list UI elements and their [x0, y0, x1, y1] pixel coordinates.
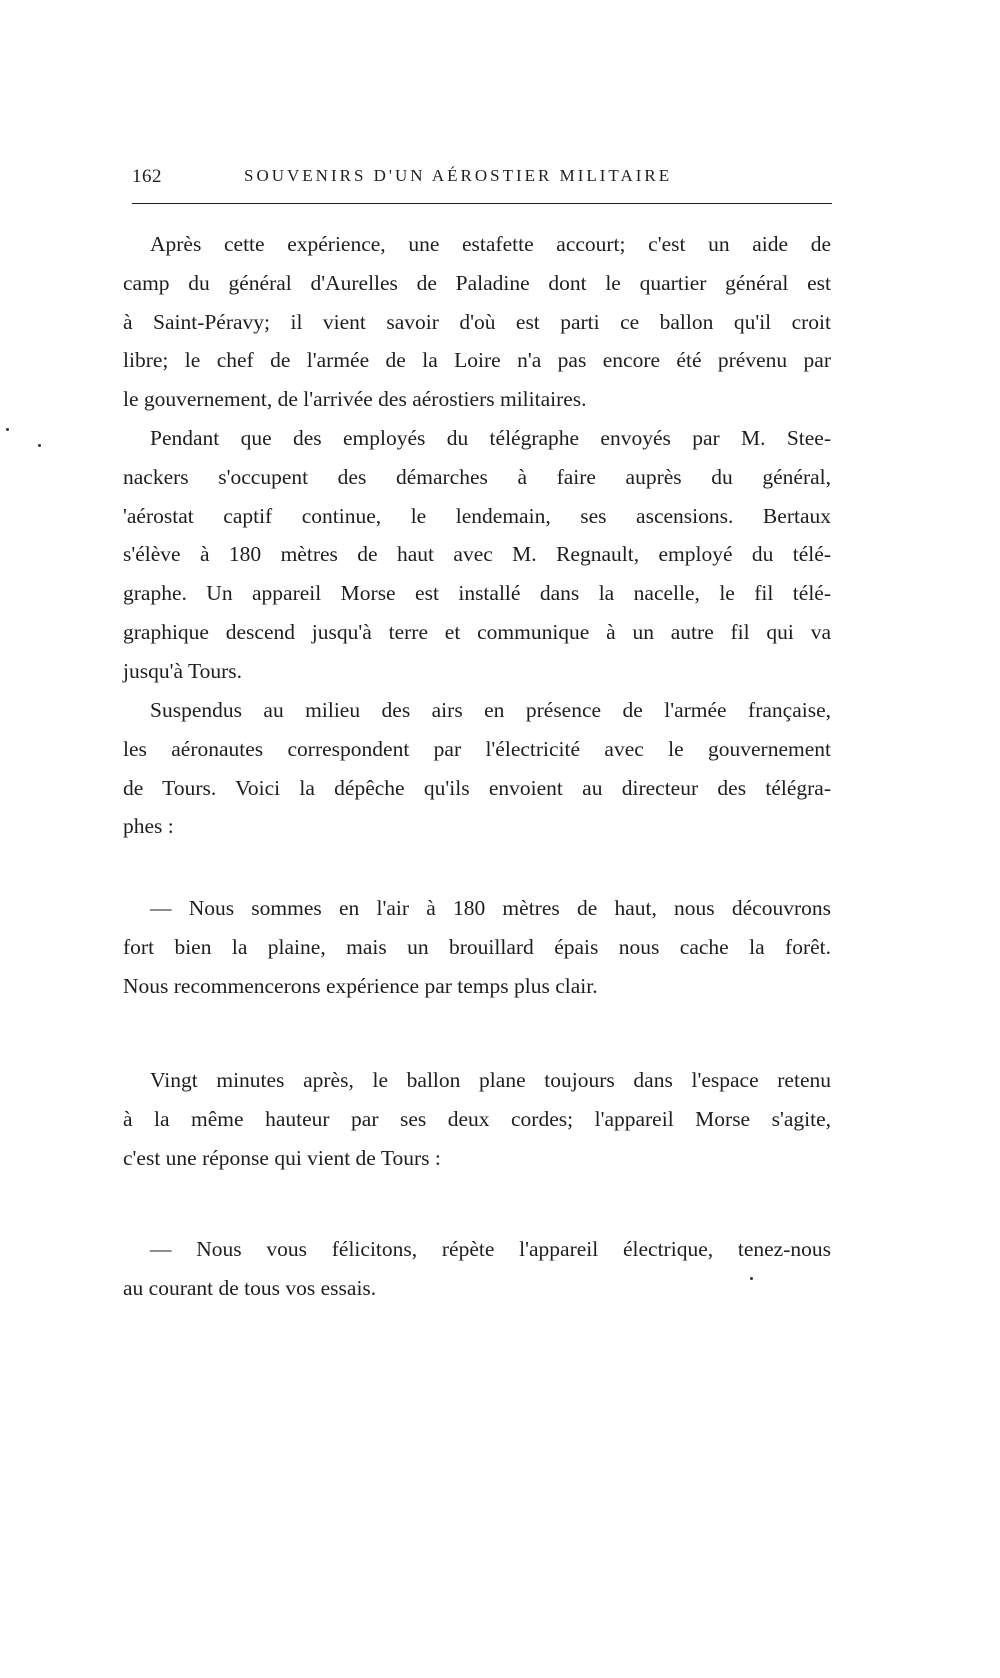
text-line: graphique descend jusqu'à terre et communique à un autre fil qui va — [123, 619, 831, 644]
text-line: Après cette expérience, une estafette accourt; c'est un aide de — [150, 232, 831, 256]
header-rule — [132, 203, 832, 204]
text-line: — Nous vous félicitons, répète l'appareil électrique, tenez-nous — [150, 1237, 831, 1261]
text-line: libre; le chef de l'armée de la Loire n'a pas encore été prévenu par — [123, 348, 831, 373]
print-speck — [38, 444, 41, 447]
text-line: jusqu'à Tours. — [123, 658, 243, 683]
paragraph-1 — [123, 225, 831, 419]
text-line: le gouvernement, de l'arrivée des aérostiers militaires. — [123, 387, 587, 412]
text-line: s'élève à 180 mètres de haut avec M. Regnault, employé du télé- — [123, 542, 831, 567]
text-line: à la même hauteur par ses deux cordes; l'appareil Morse s'agite, — [123, 1106, 831, 1131]
text-line: fort bien la plaine, mais un brouillard épais nous cache la forêt. — [123, 934, 831, 959]
text-line: phes : — [123, 814, 174, 839]
text-line: 'aérostat captif continue, le lendemain, ses ascensions. Bertaux — [123, 503, 831, 528]
text-line: Suspendus au milieu des airs en présence de l'armée française, — [150, 698, 831, 722]
text-line: camp du général d'Aurelles de Paladine dont le quartier général est — [123, 270, 831, 295]
text-line: les aéronautes correspondent par l'électricité avec le gouvernement — [123, 736, 831, 761]
paragraph-3 — [123, 691, 831, 846]
paragraph-2 — [123, 419, 831, 691]
text-line: Pendant que des employés du télégraphe envoyés par M. Stee- — [150, 426, 831, 450]
paragraph-5 — [123, 1061, 831, 1177]
text-line: graphe. Un appareil Morse est installé dans la nacelle, le fil télé- — [123, 581, 831, 606]
page-header — [132, 166, 832, 196]
print-speck — [750, 1277, 753, 1280]
running-head: SOUVENIRS D'UN AÉROSTIER MILITAIRE — [244, 166, 673, 185]
text-line: Nous recommencerons expérience par temps plus clair. — [123, 973, 598, 998]
text-line: au courant de tous vos essais. — [123, 1275, 377, 1300]
text-line: — Nous sommes en l'air à 180 mètres de haut, nous découvrons — [150, 896, 831, 920]
paragraph-telegram-sent — [123, 889, 831, 1005]
text-line: à Saint-Péravy; il vient savoir d'où est parti ce ballon qu'il croit — [123, 309, 831, 334]
text-line: Vingt minutes après, le ballon plane toujours dans l'espace retenu — [150, 1068, 831, 1092]
text-line: c'est une réponse qui vient de Tours : — [123, 1145, 441, 1170]
text-line: de Tours. Voici la dépêche qu'ils envoient au directeur des télégra- — [123, 775, 831, 800]
text-line: nackers s'occupent des démarches à faire auprès du général, — [123, 464, 831, 489]
page-number: 162 — [132, 166, 162, 187]
paragraph-telegram-reply — [123, 1230, 831, 1308]
print-speck — [6, 428, 9, 431]
